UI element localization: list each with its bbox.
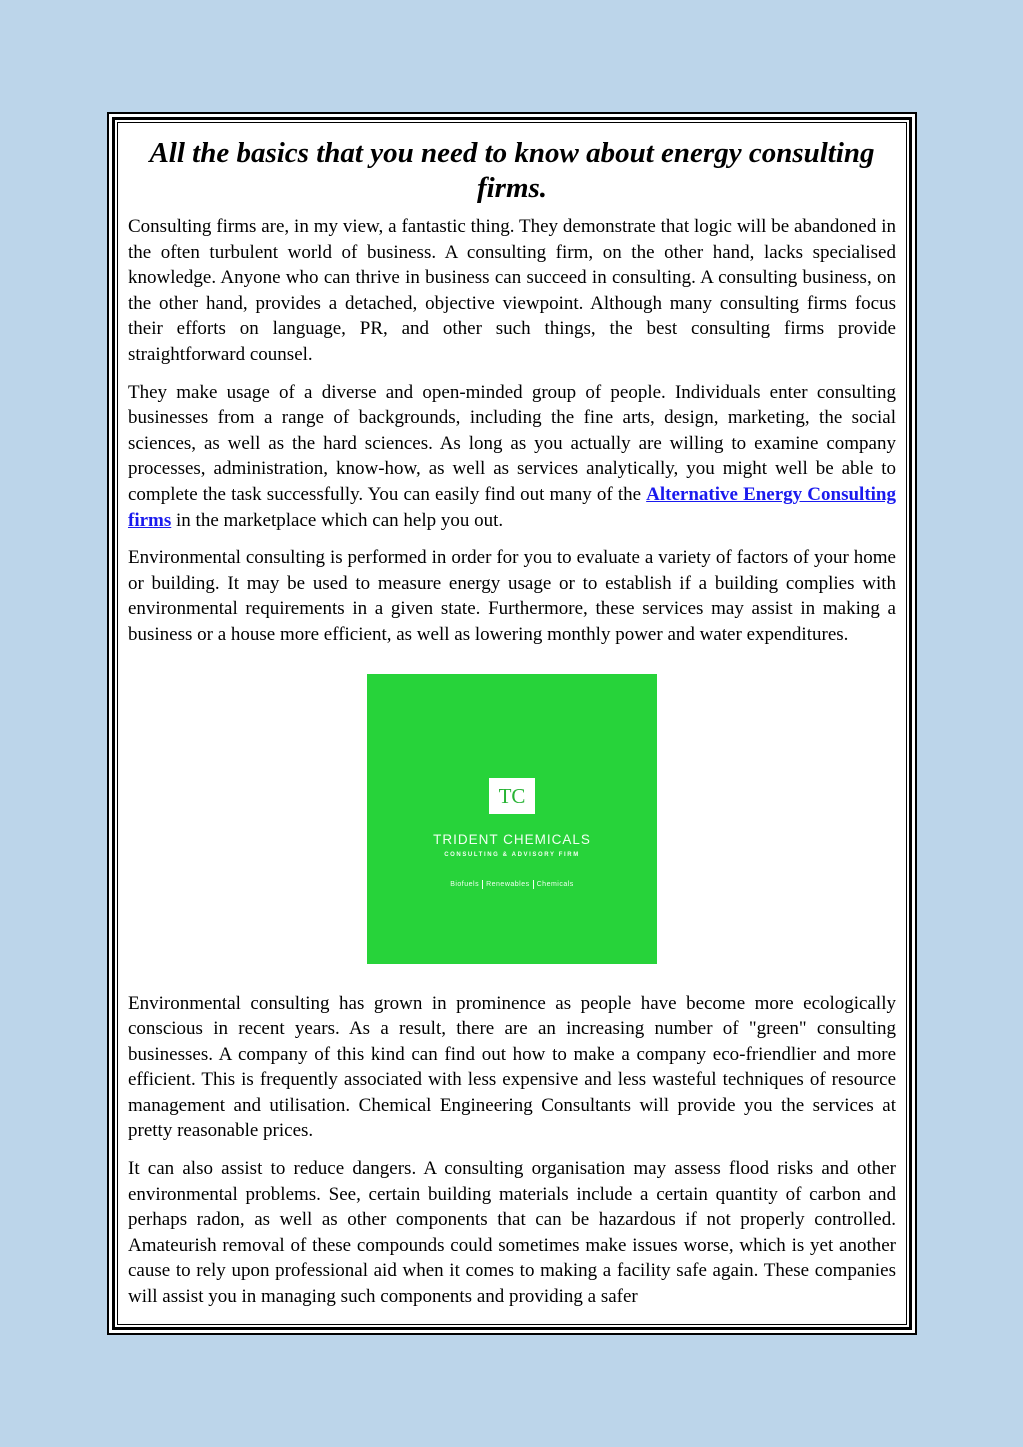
logo-company-name: TRIDENT CHEMICALS	[433, 831, 591, 847]
tag-separator	[482, 880, 483, 889]
logo-tag-renewables: Renewables	[486, 880, 530, 888]
paragraph-2-text-after: in the marketplace which can help you out.	[171, 509, 504, 531]
document-content	[117, 122, 907, 1325]
logo-subtitle: CONSULTING & ADVISORY FIRM	[444, 851, 580, 858]
logo-mark: TC	[489, 778, 535, 814]
document-title: All the basics that you need to know about energy consulting firms.	[149, 137, 875, 204]
alternative-energy-link[interactable]: Alternative Energy Consulting firms	[128, 483, 896, 531]
paragraph-1: Consulting firms are, in my view, a fantastic thing. They demonstrate that logic will be abandoned in the often turbulent world of business. A consulting firm, on the other hand, lacks specialised knowledge. Anyone who can thrive in business can succeed in consulting. A consulting business, on the other hand, provides a detached, objective viewpoint. Although many consulting firms focus their efforts on language, PR, and other such things, the best consulting firms provide straightforward counsel.	[128, 216, 896, 365]
paragraph-3: Environmental consulting is performed in order for you to evaluate a variety of factors of your home or building. It may be used to measure energy usage or to establish if a building complies with environmental requirements in a given state. Furthermore, these services may assist in making a business or a house more efficient, as well as lowering monthly power and water expenditures.	[128, 547, 896, 645]
paragraph-2	[128, 380, 896, 534]
tag-separator	[533, 880, 534, 889]
paragraph-2-text-before: They make usage of a diverse and open-minded group of people. Individuals enter consulting businesses from a range of backgrounds, including the fine arts, design, marketing, the social sciences, as well as the hard sciences. As long as you actually are willing to examine company processes, administration, know-how, as well as services analytically, you might well be able to complete the task successfully. You can easily find out many of the	[128, 381, 896, 505]
document-frame-inner	[112, 117, 912, 1330]
paragraph-4: Environmental consulting has grown in prominence as people have become more ecologically conscious in recent years. As a result, there are an increasing number of "green" consulting businesses. A company of this kind can find out how to make a company eco-friendlier and more efficient. This is frequently associated with less expensive and less wasteful techniques of resource management and utilisation. Chemical Engineering Consultants will provide you the services at pretty reasonable prices.	[128, 992, 896, 1142]
paragraph-5: It can also assist to reduce dangers. A consulting organisation may assess flood risks and other environmental problems. See, certain building materials include a certain quantity of carbon and perhaps radon, as well as other components that can be hazardous if not properly controlled. Amateurish removal of these compounds could sometimes make issues worse, which is yet another cause to rely upon professional aid when it comes to making a facility safe again. These companies will assist you in managing such components and providing a safer	[128, 1158, 896, 1308]
document-frame	[107, 112, 917, 1335]
logo-tag-chemicals: Chemicals	[536, 880, 574, 888]
logo-tag-biofuels: Biofuels	[450, 880, 480, 888]
trident-chemicals-logo	[367, 674, 657, 964]
logo-tags	[450, 880, 574, 889]
logo-image-wrapper	[128, 674, 896, 964]
